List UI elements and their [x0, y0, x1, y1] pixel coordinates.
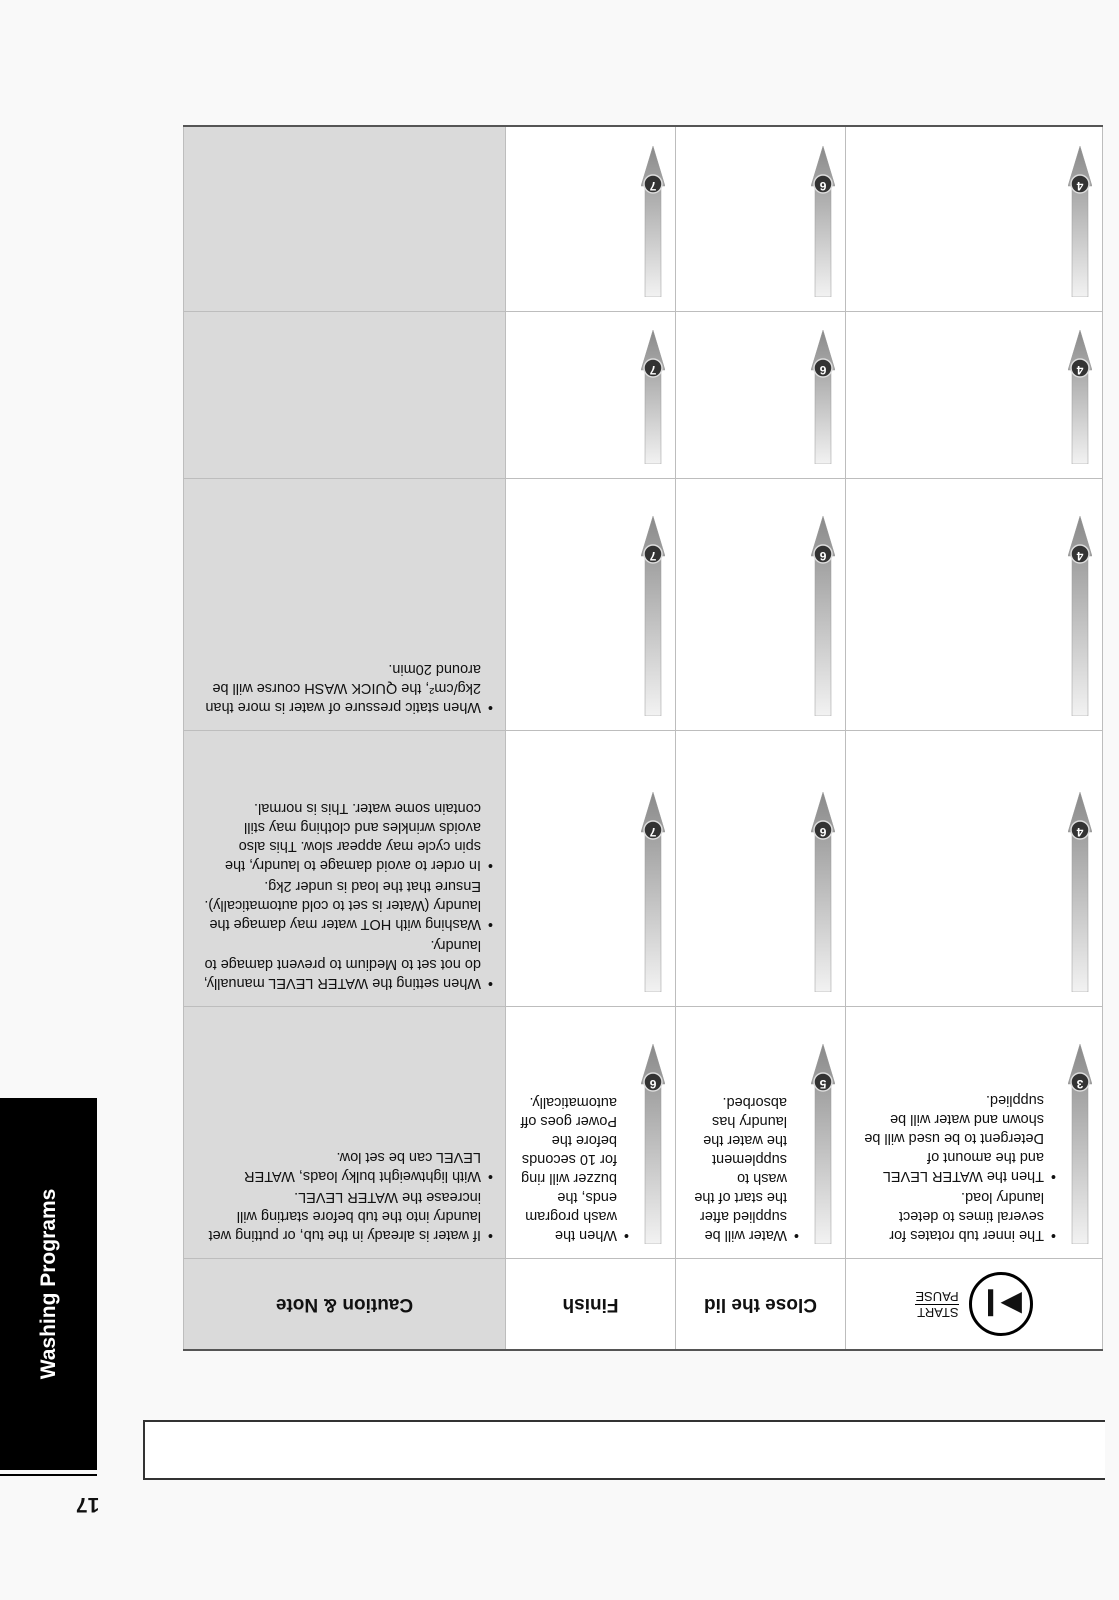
note-item: • When setting the WATER LEVEL manually, do not set to Medium to prevent damage to laundry. [198, 935, 481, 992]
cell-close-lid [676, 479, 846, 730]
step-number: 4 [1076, 363, 1084, 378]
table-row [184, 1006, 1103, 1258]
step-number: 3 [1076, 1077, 1084, 1092]
step-arrow-icon [1068, 330, 1092, 464]
cell-finish [506, 126, 676, 311]
cell-close-lid [676, 311, 846, 479]
note-item: • With lightweight bulky loads, WATER LEVEL can be set low. [198, 1147, 481, 1185]
cell-start [846, 311, 1103, 479]
step-arrow-icon [811, 792, 835, 992]
divider [0, 1474, 97, 1476]
step-number: 7 [649, 178, 657, 193]
cell-caution [184, 1006, 506, 1258]
step-number: 7 [649, 824, 657, 839]
step-number: 4 [1076, 824, 1084, 839]
step-arrow-icon [811, 516, 835, 716]
step-number: 7 [649, 363, 657, 378]
header-finish: Finish [506, 1259, 676, 1350]
cell-start [846, 479, 1103, 730]
cell-finish [506, 479, 676, 730]
cell-start [846, 730, 1103, 1006]
step-arrow-icon [811, 146, 835, 297]
cell-finish [506, 1006, 676, 1258]
note-item: • Washing with HOT water may damage the laundry (Water is set to cold automatically). Ensure that the load is under 2kg. [198, 876, 481, 933]
note-list [198, 796, 495, 992]
cell-caution [184, 479, 506, 730]
step-arrow-icon [1068, 1044, 1092, 1244]
cell-caution [184, 730, 506, 1006]
note-list [860, 1044, 1058, 1244]
cell-start [846, 1006, 1103, 1258]
step-arrow-icon [641, 1044, 665, 1244]
note-item: • If water is already in the tub, or putting wet laundry into the tub before starting will increase the WATER LEVEL. [198, 1187, 481, 1244]
table-row [184, 311, 1103, 479]
note-item: • Water will be supplied after the start of the wash to supplement the water the laundry has absorbed. [690, 1092, 787, 1244]
step-arrow-icon [1068, 516, 1092, 716]
note-item: • The inner tub rotates for several times to detect laundry load. [860, 1187, 1044, 1244]
cell-start [846, 126, 1103, 311]
cell-finish [506, 311, 676, 479]
step-number: 4 [1076, 548, 1084, 563]
note-list [690, 1044, 801, 1244]
note-list [198, 657, 495, 716]
step-arrow-icon [641, 146, 665, 297]
cell-close-lid [676, 1006, 846, 1258]
section-title: Washing Programs [36, 1188, 60, 1380]
cell-close-lid [676, 126, 846, 311]
page-number: 17 [76, 1493, 100, 1516]
start-pause-icon: ▶❙ [969, 1272, 1033, 1336]
section-tab [0, 1098, 97, 1470]
note-item: • When static pressure of water is more than 2kg/cm², the QUICK WASH course will be around 20min. [198, 659, 481, 716]
step-number: 4 [1076, 178, 1084, 193]
step-arrow-icon [811, 330, 835, 464]
header-close-lid: Close the lid [676, 1259, 846, 1350]
table-header-row [184, 1259, 1103, 1350]
table-row [184, 730, 1103, 1006]
step-number: 6 [819, 363, 827, 378]
step-number: 6 [819, 548, 827, 563]
step-number: 6 [819, 178, 827, 193]
pause-label: PAUSE [915, 1288, 959, 1304]
step-number: 6 [819, 824, 827, 839]
program-table-rotated [184, 125, 1103, 1351]
step-arrow-icon [641, 792, 665, 992]
header-caution: Caution & Note [184, 1259, 506, 1350]
blank-panel [143, 1420, 1105, 1480]
step-arrow-icon [1068, 792, 1092, 992]
cell-finish [506, 730, 676, 1006]
table-row [184, 126, 1103, 311]
step-number: 6 [649, 1077, 657, 1092]
note-item: • Then the WATER LEVEL and the amount of Detergent to be used will be shown and water will be supplied. [860, 1090, 1044, 1185]
program-table [183, 125, 1103, 1351]
step-arrow-icon [1068, 146, 1092, 297]
step-arrow-icon [811, 1044, 835, 1244]
cell-caution [184, 311, 506, 479]
note-item: • In order to avoid damage to laundry, the spin cycle may appear slow. This also avoids wrinkles and clothing may still contain some water. This is normal. [198, 798, 481, 874]
cell-close-lid [676, 730, 846, 1006]
table-body [184, 126, 1103, 1259]
header-start-pause [846, 1259, 1103, 1350]
start-label: START [917, 1304, 959, 1320]
note-list [520, 1044, 631, 1244]
cell-caution [184, 126, 506, 311]
note-item: • When the wash program ends, the buzzer will ring for 10 seconds before the Power goes off automatically. [520, 1092, 617, 1244]
note-list [198, 1145, 495, 1244]
step-arrow-icon [641, 330, 665, 464]
step-number: 7 [649, 548, 657, 563]
step-arrow-icon [641, 516, 665, 716]
table-row [184, 479, 1103, 730]
step-number: 5 [819, 1077, 827, 1092]
